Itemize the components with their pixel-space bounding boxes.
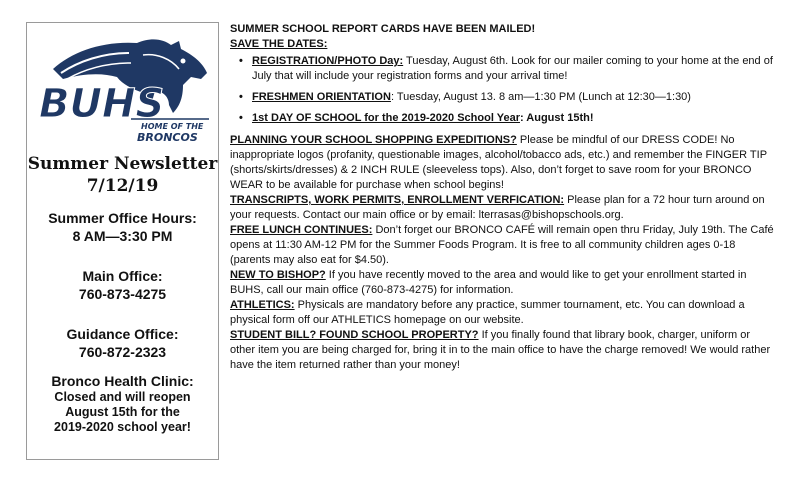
clinic-label: Bronco Health Clinic: [51,373,194,389]
new-heading: NEW TO BISHOP? [230,269,326,281]
logo-letters: BUHS [39,81,165,127]
clinic-line-3: 2019-2020 school year! [54,420,191,434]
new-to-bishop-section [230,268,778,298]
save-dates-section [230,37,778,126]
athletics-section [230,298,778,328]
lunch-section [230,223,778,268]
main-office-label: Main Office: [82,268,163,284]
dates-list [230,54,778,126]
transcripts-text: Please plan for a 72 hour turn around on your requests. Contact our main office or by email: lterrasas@bishopschools.org. [230,194,765,221]
athletics-heading: ATHLETICS: [230,299,295,311]
bill-text: If you finally found that library book, charger, uniform or other item you are being charged for, bring it in to the main office to have the charge removed! We would rather have the item returned rather than your money! [230,329,771,371]
main-office-phone: 760-873-4275 [78,286,167,302]
list-item [252,111,778,126]
list-item [252,54,778,84]
clinic-line-1: Closed and will reopen [54,390,191,404]
transcripts-section [230,193,778,223]
athletics-text: Physicals are mandatory before any practice, summer tournament, etc. You can download a physical form off our ATHLETICS homepage on our website. [230,299,745,326]
date-label: FRESHMEN ORIENTATION [252,91,391,103]
date-label: 1st DAY OF SCHOOL for the 2019-2020 School Year [252,112,520,124]
office-hours [27,209,218,245]
main-office [27,267,218,303]
hours-label: Summer Office Hours: [48,210,197,226]
bill-heading: STUDENT BILL? FOUND SCHOOL PROPERTY? [230,329,479,341]
date-text: : Tuesday, August 13. 8 am—1:30 PM (Lunch at 12:30—1:30) [390,91,691,103]
new-text: If you have recently moved to the area and would like to get your enrollment started in BUHS, call our main office (760-873-4275) for information. [230,269,747,296]
lunch-heading: FREE LUNCH CONTINUES: [230,224,373,236]
shopping-heading: PLANNING YOUR SCHOOL SHOPPING EXPEDITIONS? [230,134,517,146]
student-bill-section [230,328,778,373]
date-label: REGISTRATION/PHOTO Day: [252,55,404,67]
newsletter-title [27,153,218,197]
transcripts-heading: TRANSCRIPTS, WORK PERMITS, ENROLLMENT VERFICATION: [230,194,565,206]
logo-tagline-1: HOME OF THE [141,122,204,131]
guidance-label: Guidance Office: [66,326,179,342]
clinic-line-2: August 15th for the [65,405,180,419]
list-item [252,90,778,105]
lunch-text: Don’t forget our BRONCO CAFÉ will remain open thru Friday, July 19th. The Café opens at 11:30 AM-12 PM for the Summer Foods Program. It is free to all community children ages 0-18 (parents may also eat for $4.50). [230,224,774,266]
health-clinic [27,373,218,435]
title-date: 7/12/19 [86,176,159,196]
guidance-office [27,325,218,361]
shopping-text: Please be mindful of our DRESS CODE! No inappropriate logos (profanity, questionable images, alcohol/tobacco ads, etc.) and remember the FINGER TIP (shorts/skirts/dresses) & 2 INCH RULE (sleeveless tops). Also, don’t forget to save room for your BRONCO WEAR to be available for purchase when school begins! [230,134,767,191]
date-text: Tuesday, August 6th. Look for our mailer coming to your home at the end of July that will include your registration forms and your arrival time! [252,55,773,82]
newsletter-content [230,22,778,373]
title-line-1: Summer Newsletter [27,154,218,174]
broncos-logo [33,33,213,145]
shopping-section [230,133,778,193]
hours-value: 8 AM—3:30 PM [72,228,173,244]
date-text: : August 15th! [519,112,594,124]
guidance-phone: 760-872-2323 [78,344,167,360]
logo-tagline-2: BRONCOS [137,131,198,144]
sidebar-box [26,22,219,460]
report-cards-notice: SUMMER SCHOOL REPORT CARDS HAVE BEEN MAILED! [230,23,536,35]
save-dates-heading: SAVE THE DATES: [230,38,328,50]
